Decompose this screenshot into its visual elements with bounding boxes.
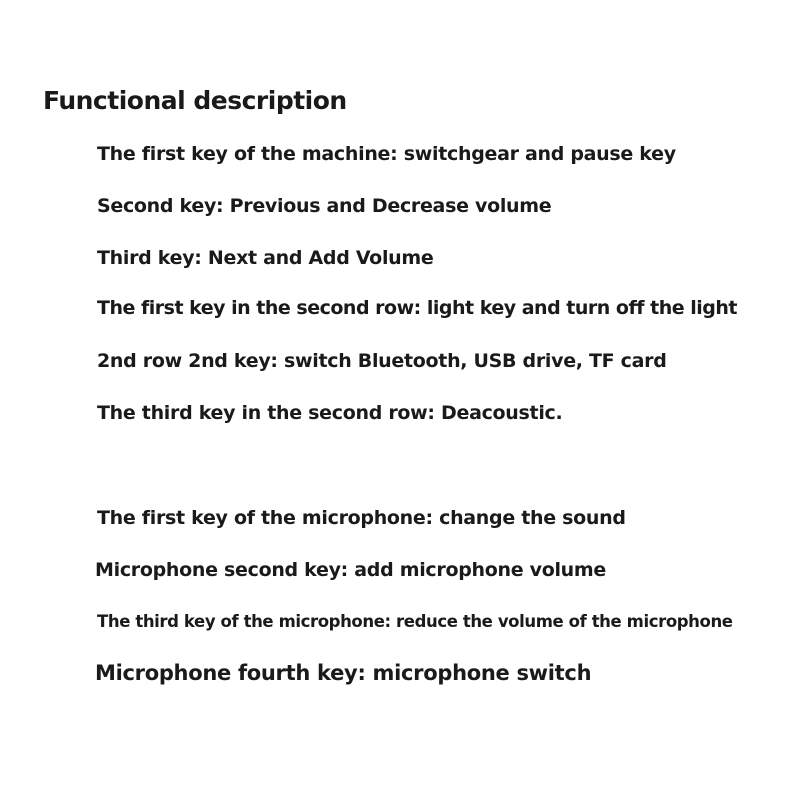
machine-key-2-description: Second key: Previous and Decrease volume [97,195,552,217]
machine-row2-key-1-description: The first key in the second row: light key and turn off the light [97,297,737,319]
machine-key-3-description: Third key: Next and Add Volume [97,247,434,269]
microphone-key-3-description: The third key of the microphone: reduce the volume of the microphone [97,612,733,631]
page-title: Functional description [43,86,347,115]
machine-key-1-description: The first key of the machine: switchgear and pause key [97,143,676,165]
microphone-key-1-description: The first key of the microphone: change the sound [97,507,626,529]
machine-row2-key-2-description: 2nd row 2nd key: switch Bluetooth, USB drive, TF card [97,350,667,372]
microphone-key-4-description: Microphone fourth key: microphone switch [95,661,592,685]
machine-row2-key-3-description: The third key in the second row: Deacoustic. [97,402,563,424]
microphone-key-2-description: Microphone second key: add microphone volume [95,559,606,581]
